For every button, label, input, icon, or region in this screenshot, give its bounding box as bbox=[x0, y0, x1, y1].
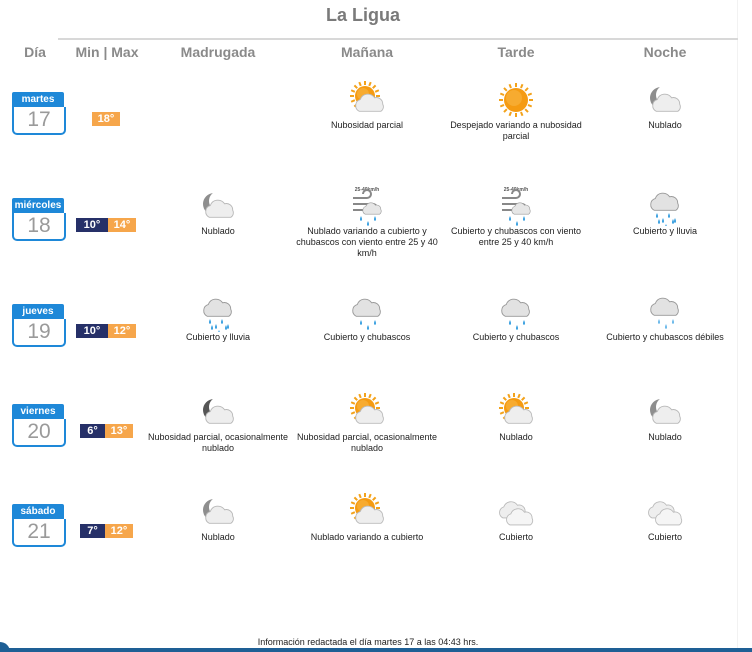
moon-cloud-dark-icon bbox=[143, 392, 293, 432]
condition-label: Cubierto y chubascos débiles bbox=[606, 332, 724, 342]
period-forecast bbox=[590, 492, 740, 543]
max-temp: 13° bbox=[105, 424, 133, 438]
period-forecast bbox=[441, 492, 591, 543]
date-number: 20 bbox=[12, 419, 66, 447]
sun-cloud-icon bbox=[292, 80, 442, 120]
period-forecast bbox=[590, 80, 740, 131]
condition-label: Nubosidad parcial, ocasionalmente nublado bbox=[147, 432, 289, 453]
sun-icon bbox=[441, 80, 591, 120]
header-day: Día bbox=[24, 44, 46, 60]
max-temp: 14° bbox=[108, 218, 136, 232]
weekday-label: viernes bbox=[12, 404, 64, 419]
moon-cloud-icon bbox=[590, 392, 740, 432]
bottom-border bbox=[0, 648, 752, 652]
period-forecast bbox=[590, 292, 740, 343]
condition-label: Cubierto bbox=[498, 532, 534, 542]
showers-icon bbox=[292, 292, 442, 332]
moon-cloud-icon bbox=[143, 186, 293, 226]
weekday-label: jueves bbox=[12, 304, 64, 319]
period-forecast bbox=[292, 80, 442, 131]
rain-heavy-icon bbox=[590, 186, 740, 226]
weekday-label: sábado bbox=[12, 504, 64, 519]
showers-light-icon bbox=[590, 292, 740, 332]
condition-label: Nublado variando a cubierto bbox=[310, 532, 424, 542]
period-forecast bbox=[441, 392, 591, 443]
date-number: 17 bbox=[12, 107, 66, 135]
period-forecast bbox=[143, 186, 293, 237]
moon-cloud-icon bbox=[590, 80, 740, 120]
svg-text:25-40km/h: 25-40km/h bbox=[503, 187, 529, 193]
date-number: 21 bbox=[12, 519, 66, 547]
footer-note: Información redactada el día martes 17 a las 04:43 hrs. bbox=[257, 637, 479, 647]
location-title: La Ligua bbox=[325, 5, 400, 25]
sun-cloud-icon bbox=[292, 492, 442, 532]
weekday-label: martes bbox=[12, 92, 64, 107]
calendar-badge bbox=[12, 504, 64, 548]
period-forecast bbox=[292, 292, 442, 343]
moon-cloud-icon bbox=[143, 492, 293, 532]
condition-label: Cubierto y chubascos bbox=[323, 332, 411, 342]
weekday-label: miércoles bbox=[12, 198, 64, 213]
sun-cloud-icon bbox=[292, 392, 442, 432]
condition-label: Cubierto y lluvia bbox=[632, 226, 698, 236]
period-forecast bbox=[441, 292, 591, 343]
condition-label: Nubosidad parcial bbox=[330, 120, 404, 130]
header-divider bbox=[58, 38, 738, 40]
min-temp: 10° bbox=[76, 218, 108, 232]
header-minmax: Min | Max bbox=[75, 44, 139, 60]
min-temp: 7° bbox=[80, 524, 105, 538]
condition-label: Nublado variando a cubierto y chubascos con viento entre 25 y 40 km/h bbox=[296, 226, 438, 258]
header-madrugada: Madrugada bbox=[180, 44, 256, 60]
min-temp: 6° bbox=[80, 424, 105, 438]
condition-label: Cubierto bbox=[647, 532, 683, 542]
max-temp: 18° bbox=[92, 112, 120, 126]
calendar-badge bbox=[12, 404, 64, 448]
cloud-icon bbox=[441, 492, 591, 532]
rain-heavy-icon bbox=[143, 292, 293, 332]
condition-label: Nublado bbox=[499, 432, 533, 442]
header-manana: Mañana bbox=[340, 44, 394, 60]
period-forecast bbox=[441, 186, 591, 248]
wind-rain-icon bbox=[292, 186, 442, 226]
min-temp: 10° bbox=[76, 324, 108, 338]
forecast-row bbox=[0, 187, 740, 298]
date-number: 18 bbox=[12, 213, 66, 241]
condition-label: Cubierto y chubascos bbox=[472, 332, 560, 342]
header-noche: Noche bbox=[643, 44, 687, 60]
period-forecast bbox=[441, 80, 591, 142]
period-forecast bbox=[292, 186, 442, 259]
period-forecast bbox=[292, 492, 442, 543]
svg-text:25-40km/h: 25-40km/h bbox=[354, 187, 380, 193]
period-forecast bbox=[590, 186, 740, 237]
forecast-row bbox=[0, 92, 740, 192]
period-forecast bbox=[292, 392, 442, 454]
condition-label: Nubosidad parcial, ocasionalmente nublado bbox=[296, 432, 438, 453]
forecast-row bbox=[0, 304, 740, 404]
calendar-badge bbox=[12, 92, 64, 136]
forecast-row bbox=[0, 504, 740, 604]
condition-label: Cubierto y chubascos con viento entre 25 y 40 km/h bbox=[450, 226, 582, 247]
header-tarde: Tarde bbox=[497, 44, 535, 60]
condition-label: Nublado bbox=[648, 432, 682, 442]
date-number: 19 bbox=[12, 319, 66, 347]
sun-cloud-icon bbox=[441, 392, 591, 432]
period-forecast bbox=[143, 492, 293, 543]
condition-label: Despejado variando a nubosidad parcial bbox=[450, 120, 582, 141]
wind-rain-icon bbox=[441, 186, 591, 226]
condition-label: Nublado bbox=[648, 120, 682, 130]
condition-label: Cubierto y lluvia bbox=[185, 332, 251, 342]
cloud-icon bbox=[590, 492, 740, 532]
period-forecast bbox=[143, 392, 293, 454]
calendar-badge bbox=[12, 198, 64, 242]
calendar-badge bbox=[12, 304, 64, 348]
showers-icon bbox=[441, 292, 591, 332]
period-forecast bbox=[143, 292, 293, 343]
max-temp: 12° bbox=[105, 524, 133, 538]
period-forecast bbox=[590, 392, 740, 443]
condition-label: Nublado bbox=[201, 532, 235, 542]
max-temp: 12° bbox=[108, 324, 136, 338]
forecast-row bbox=[0, 404, 740, 504]
condition-label: Nublado bbox=[201, 226, 235, 236]
